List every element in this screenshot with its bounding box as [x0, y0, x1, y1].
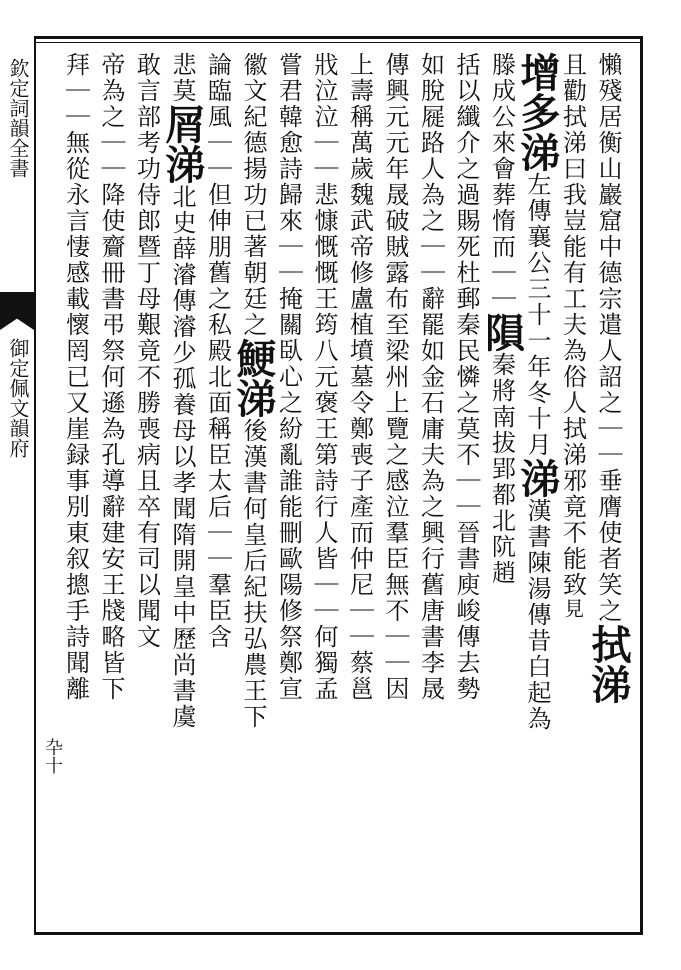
headword: 隕: [478, 312, 526, 352]
margin-border: [34, 36, 36, 935]
text-column: [514, 52, 561, 922]
text-run: 左傳襄公三十一年冬十月: [523, 172, 551, 458]
headword: 鯁涕: [230, 338, 277, 418]
margin-section-title: 御定佩文韻府: [6, 338, 30, 458]
top-rule-inner: [34, 42, 642, 43]
text-column: [230, 52, 277, 922]
text-column: [306, 52, 342, 922]
text-run: 敢言: [132, 52, 161, 104]
text-run: 秦將南拔郢都北阬趙: [487, 352, 516, 586]
text-column: [585, 52, 632, 922]
text-column: [159, 52, 206, 922]
fish-tail-mark: [0, 292, 34, 330]
text-run: 如脫屣路人為之｜｜辭罷如金石庸夫為之興行舊唐書李晟: [416, 52, 445, 702]
text-run: 且勸拭涕曰我豈能有工夫為俗人拭涕邪竟不能致: [558, 52, 587, 598]
text-column: [93, 52, 129, 922]
text-column: [271, 52, 307, 922]
text-run: 漢書陳湯傳昔白起為: [523, 498, 551, 732]
text-column: [478, 52, 526, 922]
text-column: [377, 52, 413, 922]
text-run: 懶殘居衡山巖窟中德宗遣人詔之｜｜垂膺使者笑之: [594, 52, 622, 624]
folio-number: 卆十: [42, 738, 63, 774]
text-run: 帝為之｜｜降使齎冊書弔祭何遜為孔導辭建安王牋略皆下: [97, 52, 125, 702]
text-run: 部考功侍郎暨丁母艱竟不勝喪病且卒有司以聞文: [132, 104, 161, 650]
headword: 拭涕: [585, 624, 632, 704]
text-run: 徽文紀德揚功已著朝廷之: [239, 52, 267, 338]
text-run: 戕泣泣｜｜悲慷慨慨王筠八元褒王第詩行人皆｜｜何獨孟: [310, 52, 338, 702]
text-run: 論臨風｜｜但伸朋舊之私: [203, 52, 232, 338]
bottom-rule: [34, 932, 642, 935]
top-rule: [34, 36, 642, 39]
text-column: [448, 52, 484, 922]
right-border: [640, 36, 643, 935]
headword: 屑涕: [159, 104, 206, 184]
text-column: [413, 52, 449, 922]
text-run: 滕成公來會葬惰而｜｜: [487, 52, 516, 312]
text-run: 殿北面稱臣太后｜｜羣臣含: [203, 338, 232, 650]
text-run: 見: [560, 598, 585, 620]
text-run: 北史薛濬傳濬少孤養母以孝聞隋開皇中歷尚書虞: [168, 184, 196, 730]
text-run: 傳興元元年晟破賊露布至梁州上覽之感泣羣臣無不｜｜因: [381, 52, 409, 702]
text-run: 嘗君韓愈詩歸來｜｜掩關臥心之紛亂誰能刪歐陽修祭鄭宣: [274, 52, 303, 702]
margin-book-title: 欽定詞韻全書: [6, 58, 30, 178]
text-run: 拜｜｜無從永言悽感載懷罔已又崖録事別東叙摠手詩聞離: [61, 52, 90, 702]
text-column: [342, 52, 378, 922]
text-run: 上壽稱萬歲魏武帝修盧植墳墓令鄭喪子產而仲尼｜｜蔡邕: [345, 52, 374, 702]
text-run: 後漢書何皇后紀扶弘農王下: [239, 418, 267, 730]
headword: 涕: [514, 458, 561, 498]
text-run: 括以纖介之過賜死杜郵秦民憐之莫不｜｜晉書庾峻傳去勢: [452, 52, 480, 702]
headword: 多涕: [514, 92, 561, 172]
text-run: 悲莫: [168, 52, 196, 104]
headword: 增: [514, 52, 561, 92]
text-column: [129, 52, 165, 922]
text-column: [58, 52, 94, 922]
